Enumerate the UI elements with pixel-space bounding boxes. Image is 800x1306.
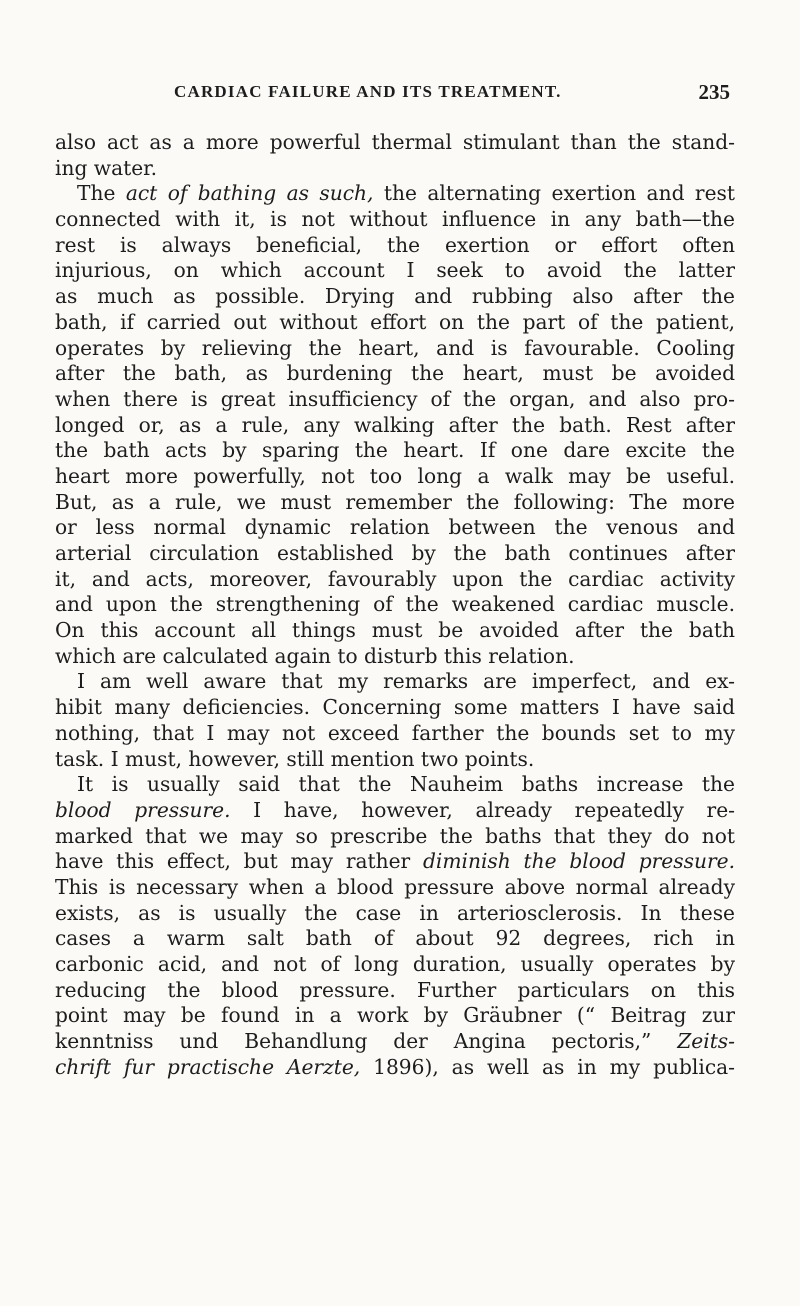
running-head xyxy=(174,82,730,112)
text-line xyxy=(55,387,735,413)
text-segment: 1896), as well as in my publica- xyxy=(360,1054,735,1079)
text-segment: have this effect, but may rather xyxy=(55,849,423,874)
text-line xyxy=(55,490,735,516)
text-line xyxy=(55,592,735,618)
text-segment: connected with it, is not without influence in any bath—the xyxy=(55,207,735,232)
italic-text: blood pressure. xyxy=(55,797,231,822)
text-line xyxy=(55,721,735,747)
text-segment: task. I must, however, still mention two points. xyxy=(55,746,535,771)
italic-text: Zeits- xyxy=(677,1029,735,1054)
text-segment: It is usually said that the Nauheim baths increase the xyxy=(77,772,735,797)
text-line xyxy=(55,207,735,233)
text-line xyxy=(55,258,735,284)
text-line xyxy=(55,310,735,336)
text-segment: hibit many deficiencies. Concerning some matters I have said xyxy=(55,695,735,720)
text-line xyxy=(55,926,735,952)
text-segment: I have, however, already repeatedly re- xyxy=(230,797,735,822)
text-segment: cases a warm salt bath of about 92 degrees, rich in xyxy=(55,926,735,951)
text-segment: carbonic acid, and not of long duration, usually operates by xyxy=(55,952,735,976)
text-segment: the alternating exertion and rest xyxy=(373,181,735,206)
text-line xyxy=(55,284,735,310)
text-segment: as much as possible. Drying and rubbing also after the xyxy=(55,284,735,309)
text-segment: when there is great insufficiency of the organ, and also pro- xyxy=(55,386,735,411)
text-segment: injurious, on which account I seek to avoid the latter xyxy=(55,258,735,283)
text-line xyxy=(55,901,735,927)
page-number: 235 xyxy=(698,80,730,104)
text-line xyxy=(55,978,735,1004)
text-segment: longed or, as a rule, any walking after the bath. Rest after xyxy=(55,412,735,437)
text-line xyxy=(55,952,735,978)
text-segment: and upon the strengthening of the weakened cardiac muscle. xyxy=(55,592,735,617)
text-line xyxy=(55,849,735,875)
text-line xyxy=(55,181,735,207)
text-line xyxy=(55,824,735,850)
text-line xyxy=(55,747,735,773)
italic-text: diminish the blood pressure. xyxy=(422,849,735,874)
text-segment: arterial circulation established by the bath continues after xyxy=(55,541,735,565)
text-segment: I am well aware that my remarks are imperfect, and ex- xyxy=(77,669,735,694)
text-line xyxy=(55,156,735,182)
text-line xyxy=(55,438,735,464)
running-title: CARDIAC FAILURE AND ITS TREATMENT. xyxy=(174,82,562,101)
text-line xyxy=(55,669,735,695)
text-line xyxy=(55,130,735,156)
text-segment: also act as a more powerful thermal stimulant than the stand- xyxy=(55,130,735,154)
text-segment: The xyxy=(77,181,126,206)
text-line xyxy=(55,618,735,644)
text-line xyxy=(55,567,735,593)
text-line xyxy=(55,464,735,490)
text-line xyxy=(55,695,735,721)
text-segment: or less normal dynamic relation between the venous and xyxy=(55,515,735,540)
text-line xyxy=(55,1029,735,1055)
text-segment: operates by relieving the heart, and is favourable. Cooling xyxy=(55,335,735,360)
text-line xyxy=(55,772,735,798)
text-segment: ing water. xyxy=(55,155,158,180)
text-segment: kenntniss und Behandlung der Angina pectoris,” xyxy=(55,1029,678,1054)
text-segment: bath, if carried out without effort on the part of the patient, xyxy=(55,309,735,334)
text-segment: which are calculated again to disturb this relation. xyxy=(55,643,575,668)
text-segment: after the bath, as burdening the heart, must be avoided xyxy=(55,361,735,386)
text-segment: point may be found in a work by Gräubner (“ Beitrag zur xyxy=(55,1003,735,1028)
text-segment: nothing, that I may not exceed farther the bounds set to my xyxy=(55,720,735,745)
italic-text: chrift fur practische Aerzte, xyxy=(55,1054,361,1079)
text-segment: marked that we may so prescribe the baths that they do not xyxy=(55,823,735,848)
text-line xyxy=(55,336,735,362)
text-line xyxy=(55,541,735,567)
text-segment: This is necessary when a blood pressure above normal already xyxy=(55,874,735,899)
text-segment: rest is always beneficial, the exertion or effort often xyxy=(55,232,735,257)
text-line xyxy=(55,875,735,901)
text-line xyxy=(55,361,735,387)
text-segment: But, as a rule, we must remember the following: The more xyxy=(55,489,735,514)
text-line xyxy=(55,233,735,259)
text-segment: exists, as is usually the case in arteriosclerosis. In these xyxy=(55,900,735,925)
text-segment: the bath acts by sparing the heart. If one dare excite the xyxy=(55,438,735,463)
text-line xyxy=(55,1055,735,1081)
text-segment: it, and acts, moreover, favourably upon the cardiac activity xyxy=(55,566,735,591)
text-segment: heart more powerfully, not too long a walk may be useful. xyxy=(55,463,735,488)
text-line xyxy=(55,798,735,824)
italic-text: act of bathing as such, xyxy=(125,181,374,206)
text-segment: reducing the blood pressure. Further particulars on this xyxy=(55,977,735,1002)
body-text xyxy=(55,130,735,1080)
text-line xyxy=(55,1003,735,1029)
text-line xyxy=(55,515,735,541)
text-segment: On this account all things must be avoided after the bath xyxy=(55,618,735,643)
text-line xyxy=(55,413,735,439)
text-line xyxy=(55,644,735,670)
